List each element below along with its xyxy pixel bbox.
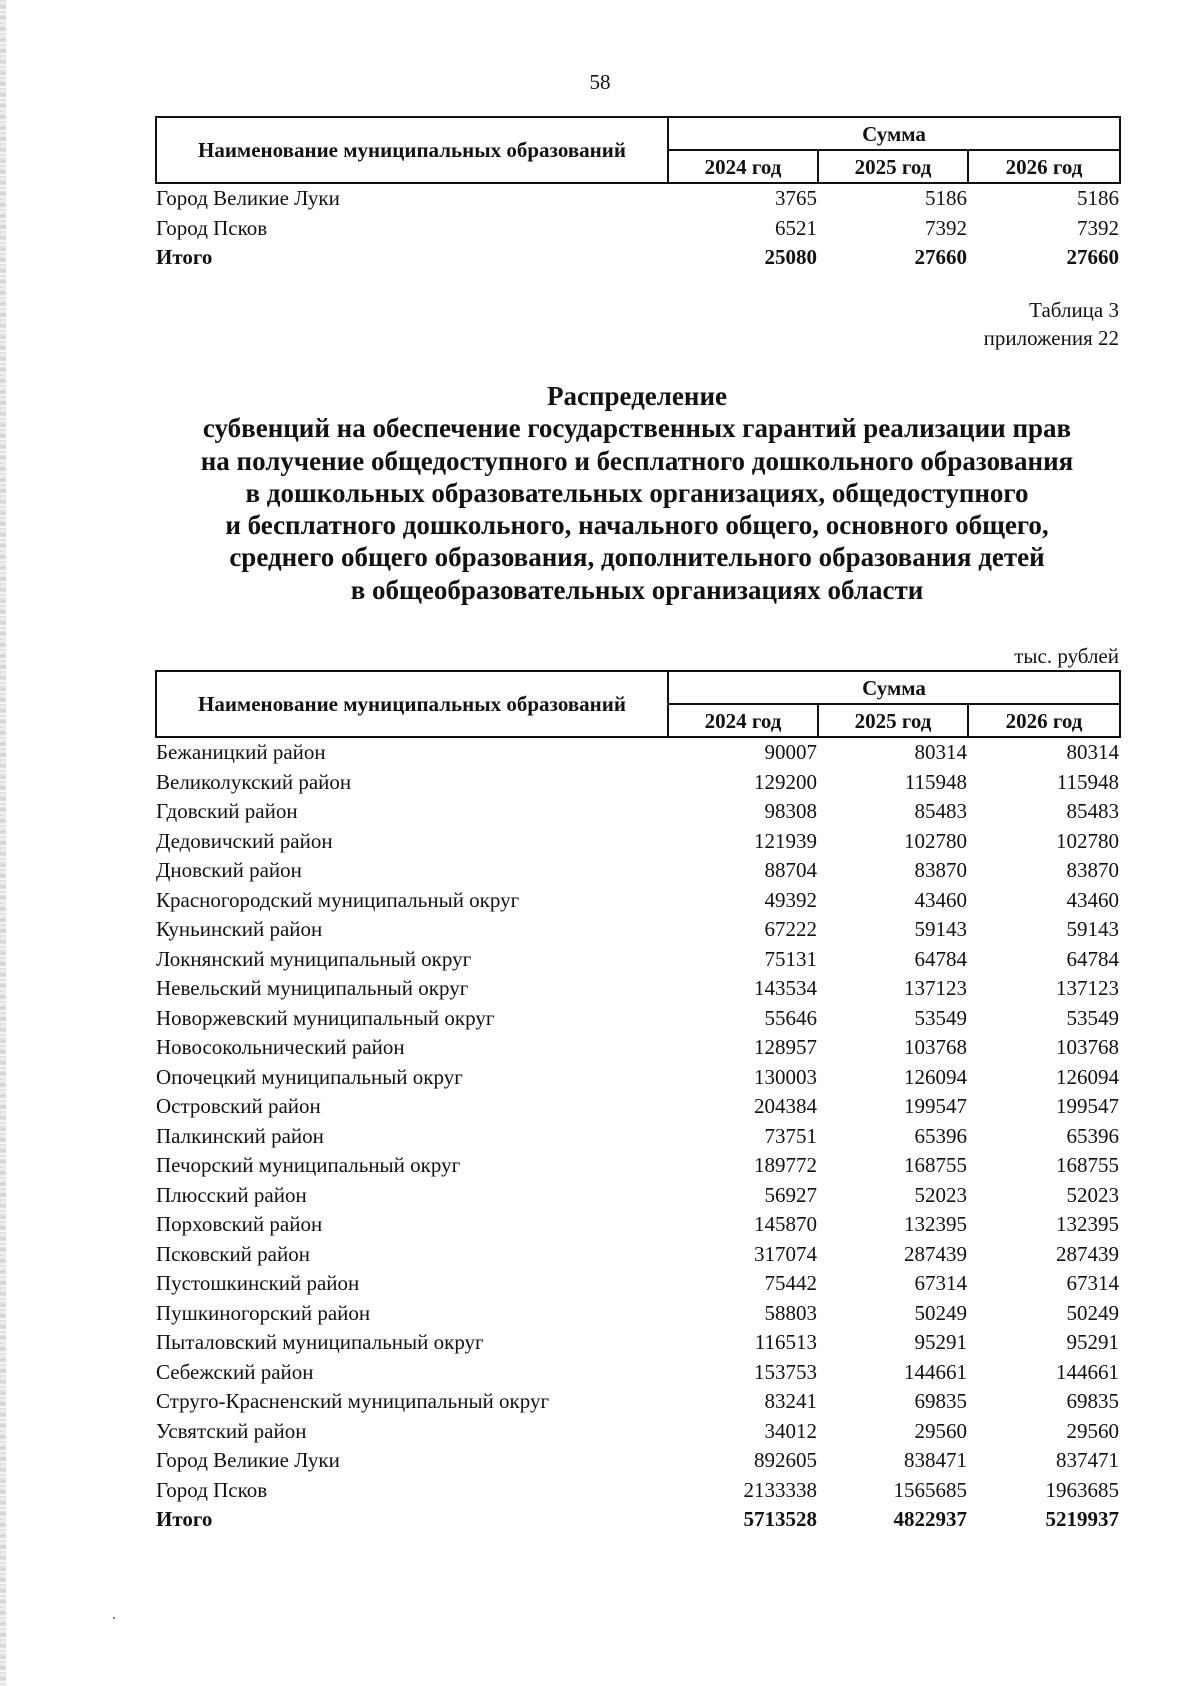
value-2024: 6521 bbox=[775, 215, 817, 240]
table-row bbox=[156, 1181, 1120, 1211]
value-2025: 29560 bbox=[914, 1418, 967, 1443]
title-line: в дошкольных образовательных организациях, общедоступного bbox=[245, 477, 1029, 508]
title-line: субвенций на обеспечение государственных гарантий реализации прав bbox=[202, 413, 1072, 444]
value-2024: 892605 bbox=[754, 1448, 817, 1472]
row-name: Новосокольнический район bbox=[156, 1035, 405, 1059]
document-title bbox=[140, 380, 1134, 606]
table-row bbox=[156, 1417, 1120, 1447]
header-year-2025: 2025 год bbox=[818, 704, 968, 737]
row-name: Невельский муниципальный округ bbox=[156, 976, 469, 1000]
value-2026: 29560 bbox=[1066, 1418, 1120, 1443]
value-2024: 130003 bbox=[754, 1064, 817, 1089]
table-row bbox=[156, 1476, 1120, 1506]
row-name: Город Псков bbox=[156, 215, 268, 240]
value-2024: 204384 bbox=[754, 1094, 817, 1118]
value-2024: 116513 bbox=[754, 1330, 817, 1354]
row-name: Локнянский муниципальный округ bbox=[156, 946, 472, 971]
value-2026: 85483 bbox=[1066, 799, 1120, 823]
table-row bbox=[156, 1210, 1120, 1240]
value-2025: 132395 bbox=[904, 1212, 967, 1236]
row-name: Струго-Красненский муниципальный округ bbox=[156, 1389, 550, 1413]
table-row bbox=[156, 974, 1120, 1004]
table-row bbox=[156, 214, 1120, 244]
value-2024: 153753 bbox=[754, 1359, 817, 1384]
value-2024: 98308 bbox=[764, 799, 817, 823]
value-2026: 83870 bbox=[1066, 858, 1120, 882]
title-line: в общеобразовательных организациях области bbox=[350, 574, 924, 605]
title-line: и бесплатного дошкольного, начального общего, основного общего, bbox=[225, 510, 1049, 541]
table-row bbox=[156, 797, 1120, 827]
value-2026: 287439 bbox=[1056, 1241, 1120, 1266]
value-2026: 59143 bbox=[1066, 917, 1120, 941]
row-name: Опочецкий муниципальный округ bbox=[156, 1064, 463, 1089]
value-2025: 103768 bbox=[904, 1035, 967, 1059]
header-municipality-name: Наименование муниципальных образований bbox=[156, 117, 668, 183]
value-2026: 64784 bbox=[1066, 946, 1120, 971]
value-2024: 121939 bbox=[754, 828, 817, 853]
row-name: Островский район bbox=[156, 1094, 321, 1118]
row-name: Печорский муниципальный округ bbox=[156, 1153, 461, 1177]
table-row bbox=[156, 1063, 1120, 1093]
value-2025: 50249 bbox=[914, 1300, 967, 1325]
row-name: Пушкиногорский район bbox=[156, 1300, 371, 1325]
value-2025: 43460 bbox=[914, 887, 967, 912]
table-subventions bbox=[155, 670, 1121, 1535]
value-2025: 67314 bbox=[914, 1271, 967, 1295]
value-2024: 83241 bbox=[764, 1389, 817, 1413]
row-name: Пустошкинский район bbox=[156, 1271, 360, 1295]
table-row bbox=[156, 183, 1120, 214]
value-2026: 5186 bbox=[1077, 186, 1120, 210]
table-row bbox=[156, 1004, 1120, 1034]
header-year-2026: 2026 год bbox=[968, 150, 1120, 183]
value-2026: 1963685 bbox=[1045, 1477, 1120, 1502]
value-2026: 95291 bbox=[1066, 1330, 1120, 1354]
row-name: Новоржевский муниципальный округ bbox=[156, 1005, 495, 1030]
header-year-2025: 2025 год bbox=[818, 150, 968, 183]
value-2024: 67222 bbox=[764, 917, 817, 941]
total-2024: 25080 bbox=[764, 245, 817, 269]
row-name: Город Великие Луки bbox=[156, 1448, 340, 1472]
row-name: Усвятский район bbox=[156, 1418, 307, 1443]
value-2026: 837471 bbox=[1056, 1448, 1120, 1472]
value-2024: 88704 bbox=[764, 858, 817, 882]
value-2025: 95291 bbox=[914, 1330, 967, 1354]
value-2026: 80314 bbox=[1066, 740, 1120, 764]
table-number: Таблица 3 bbox=[1029, 298, 1119, 322]
value-2024: 145870 bbox=[754, 1212, 817, 1236]
header-year-2026: 2026 год bbox=[968, 704, 1120, 737]
header-year-2024: 2024 год bbox=[668, 150, 818, 183]
value-2026: 7392 bbox=[1077, 215, 1120, 240]
value-2026: 67314 bbox=[1066, 1271, 1120, 1295]
value-2025: 64784 bbox=[914, 946, 967, 971]
value-2025: 65396 bbox=[914, 1123, 967, 1148]
header-year-2024: 2024 год bbox=[668, 704, 818, 737]
scan-speck bbox=[113, 1617, 115, 1619]
value-2025: 80314 bbox=[914, 740, 967, 764]
table-row bbox=[156, 915, 1120, 945]
table-row bbox=[156, 737, 1120, 768]
value-2025: 287439 bbox=[904, 1241, 967, 1266]
total-label: Итого bbox=[156, 1507, 213, 1531]
value-2026: 132395 bbox=[1056, 1212, 1120, 1236]
header-sum: Сумма bbox=[668, 671, 1120, 704]
table-row bbox=[156, 768, 1120, 798]
table-row bbox=[156, 1328, 1120, 1358]
total-row bbox=[156, 243, 1120, 273]
value-2025: 115948 bbox=[904, 769, 967, 794]
table-row bbox=[156, 1151, 1120, 1181]
value-2026: 168755 bbox=[1056, 1153, 1120, 1177]
title-line: среднего общего образования, дополнительного образования детей bbox=[229, 542, 1045, 573]
table-row bbox=[156, 1446, 1120, 1476]
value-2025: 144661 bbox=[904, 1359, 967, 1384]
table-row bbox=[156, 945, 1120, 975]
table-row bbox=[156, 1387, 1120, 1417]
value-2024: 90007 bbox=[764, 740, 817, 764]
row-name: Бежаницкий район bbox=[156, 740, 326, 764]
value-2026: 102780 bbox=[1056, 828, 1120, 853]
row-name: Псковский район bbox=[156, 1241, 310, 1266]
value-2024: 34012 bbox=[764, 1418, 817, 1443]
value-2025: 85483 bbox=[914, 799, 967, 823]
value-2024: 3765 bbox=[775, 186, 817, 210]
header-sum: Сумма bbox=[668, 117, 1120, 150]
total-label: Итого bbox=[156, 245, 213, 269]
value-2025: 1565685 bbox=[893, 1477, 967, 1502]
row-name: Город Великие Луки bbox=[156, 186, 340, 210]
table-row bbox=[156, 1358, 1120, 1388]
row-name: Палкинский район bbox=[156, 1123, 324, 1148]
value-2026: 144661 bbox=[1056, 1359, 1120, 1384]
row-name: Красногородский муниципальный округ bbox=[156, 887, 520, 912]
value-2026: 199547 bbox=[1056, 1094, 1120, 1118]
value-2024: 73751 bbox=[764, 1123, 817, 1148]
table-row bbox=[156, 856, 1120, 886]
table-row bbox=[156, 1033, 1120, 1063]
total-2026: 27660 bbox=[1066, 245, 1120, 269]
value-2024: 128957 bbox=[754, 1035, 817, 1059]
value-2026: 137123 bbox=[1056, 976, 1120, 1000]
total-2025: 27660 bbox=[914, 245, 967, 269]
table-row bbox=[156, 1269, 1120, 1299]
row-name: Город Псков bbox=[156, 1477, 268, 1502]
value-2024: 2133338 bbox=[743, 1477, 817, 1502]
value-2026: 50249 bbox=[1066, 1300, 1120, 1325]
row-name: Себежский район bbox=[156, 1359, 314, 1384]
table-caption bbox=[984, 296, 1119, 352]
value-2024: 75442 bbox=[764, 1271, 817, 1295]
table-row bbox=[156, 1299, 1120, 1329]
total-2025: 4822937 bbox=[893, 1507, 967, 1531]
unit-label: тыс. рублей bbox=[1014, 644, 1119, 668]
value-2026: 53549 bbox=[1066, 1005, 1120, 1030]
value-2025: 137123 bbox=[904, 976, 967, 1000]
total-2024: 5713528 bbox=[743, 1507, 817, 1531]
value-2024: 317074 bbox=[754, 1241, 817, 1266]
total-row bbox=[156, 1505, 1120, 1535]
title-line: на получение общедоступного и бесплатного дошкольного образования bbox=[200, 445, 1074, 476]
value-2025: 7392 bbox=[925, 215, 967, 240]
table-row bbox=[156, 827, 1120, 857]
row-name: Пыталовский муниципальный округ bbox=[156, 1330, 484, 1354]
row-name: Великолукский район bbox=[156, 769, 352, 794]
total-2026: 5219937 bbox=[1045, 1507, 1120, 1531]
value-2025: 102780 bbox=[904, 828, 967, 853]
table-row bbox=[156, 886, 1120, 916]
row-name: Гдовский район bbox=[156, 799, 298, 823]
value-2024: 55646 bbox=[764, 1005, 817, 1030]
value-2024: 129200 bbox=[754, 769, 817, 794]
page-number: 58 bbox=[589, 70, 611, 94]
table-row bbox=[156, 1092, 1120, 1122]
value-2026: 43460 bbox=[1066, 887, 1120, 912]
value-2024: 58803 bbox=[764, 1300, 817, 1325]
value-2025: 838471 bbox=[904, 1448, 967, 1472]
value-2025: 52023 bbox=[914, 1182, 967, 1207]
value-2024: 56927 bbox=[764, 1182, 817, 1207]
title-line: Распределение bbox=[546, 381, 728, 411]
value-2025: 69835 bbox=[914, 1389, 967, 1413]
value-2026: 103768 bbox=[1056, 1035, 1120, 1059]
table-row bbox=[156, 1122, 1120, 1152]
value-2025: 53549 bbox=[914, 1005, 967, 1030]
value-2024: 75131 bbox=[764, 946, 817, 971]
value-2025: 59143 bbox=[914, 917, 967, 941]
value-2025: 199547 bbox=[904, 1094, 967, 1118]
row-name: Порховский район bbox=[156, 1212, 323, 1236]
value-2026: 52023 bbox=[1066, 1182, 1120, 1207]
value-2025: 126094 bbox=[904, 1064, 967, 1089]
header-municipality-name: Наименование муниципальных образований bbox=[156, 671, 668, 737]
row-name: Дедовичский район bbox=[156, 828, 333, 853]
appendix-reference: приложения 22 bbox=[983, 326, 1119, 350]
value-2026: 65396 bbox=[1066, 1123, 1120, 1148]
value-2026: 69835 bbox=[1066, 1389, 1120, 1413]
value-2026: 115948 bbox=[1056, 769, 1120, 794]
row-name: Плюсский район bbox=[156, 1182, 307, 1207]
value-2025: 83870 bbox=[914, 858, 967, 882]
row-name: Куньинский район bbox=[156, 917, 323, 941]
value-2026: 126094 bbox=[1056, 1064, 1120, 1089]
value-2024: 49392 bbox=[764, 887, 817, 912]
scan-edge-artifact bbox=[0, 0, 6, 1686]
table-continuation bbox=[155, 116, 1121, 273]
row-name: Дновский район bbox=[156, 858, 302, 882]
value-2025: 5186 bbox=[925, 186, 967, 210]
table-row bbox=[156, 1240, 1120, 1270]
value-2024: 189772 bbox=[754, 1153, 817, 1177]
value-2024: 143534 bbox=[754, 976, 817, 1000]
value-2025: 168755 bbox=[904, 1153, 967, 1177]
